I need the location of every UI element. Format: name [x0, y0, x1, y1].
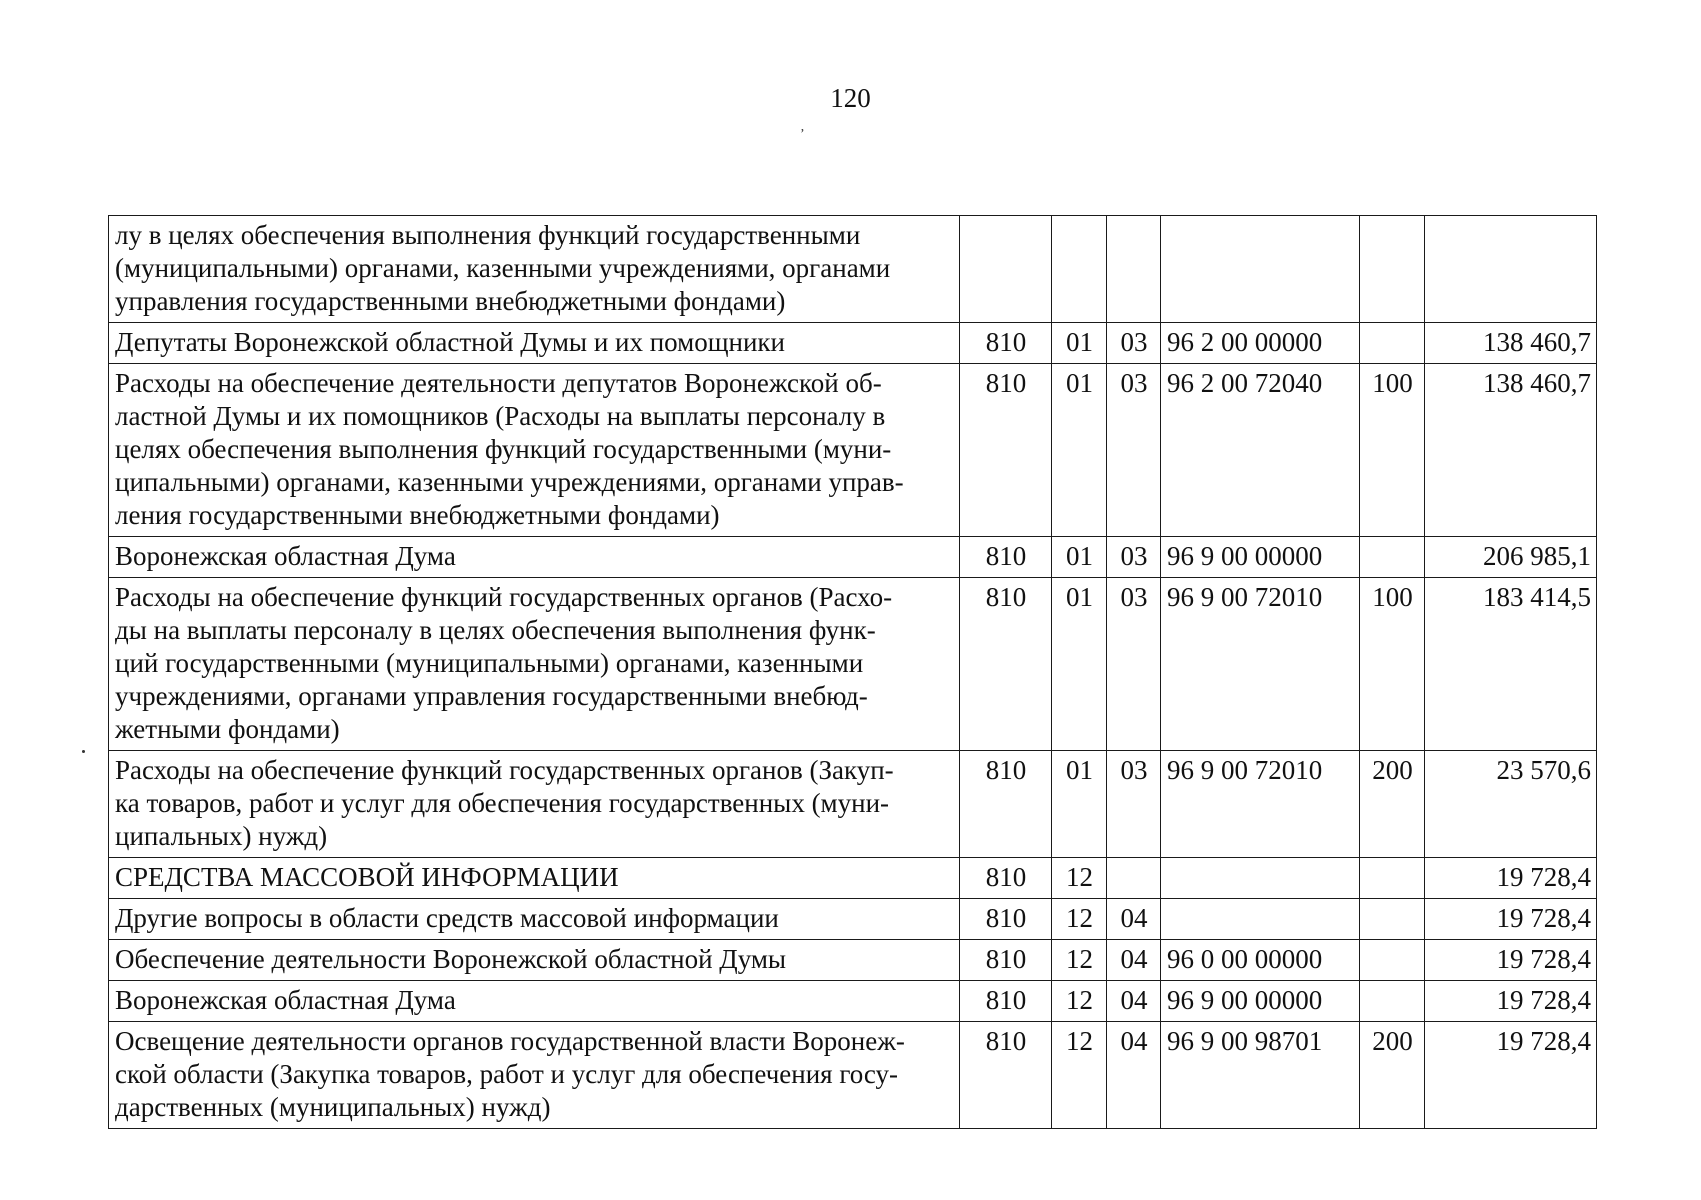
- cell-amount: 23 570,6: [1425, 751, 1597, 858]
- expense-name-line: ка товаров, работ и услуг для обеспечения государственных (муни-: [115, 788, 890, 818]
- cell-rz: 12: [1052, 981, 1107, 1022]
- cell-csr: 96 9 00 98701: [1161, 1022, 1360, 1129]
- cell-csr: [1161, 858, 1360, 899]
- page-number: 120: [830, 83, 871, 113]
- cell-csr: [1161, 216, 1360, 323]
- expense-name-line: учреждениями, органами управления государственными внебюд-: [115, 681, 868, 711]
- cell-csr: 96 9 00 00000: [1161, 981, 1360, 1022]
- expense-name-line: жетными фондами): [115, 714, 340, 744]
- cell-vr: 100: [1360, 578, 1425, 751]
- expense-name-line: ципальных) нужд): [115, 821, 328, 851]
- cell-amount: [1425, 216, 1597, 323]
- cell-pr: 03: [1107, 578, 1161, 751]
- cell-pr: 03: [1107, 364, 1161, 537]
- table-row: [109, 940, 1597, 981]
- cell-csr: 96 2 00 72040: [1161, 364, 1360, 537]
- cell-rz: 12: [1052, 899, 1107, 940]
- expense-name-line: (муниципальными) органами, казенными учреждениями, органами: [115, 253, 891, 283]
- cell-ved: 810: [960, 981, 1052, 1022]
- cell-amount: 19 728,4: [1425, 858, 1597, 899]
- cell-vr: 100: [1360, 364, 1425, 537]
- cell-rz: 01: [1052, 364, 1107, 537]
- cell-vr: [1360, 899, 1425, 940]
- cell-amount: 19 728,4: [1425, 940, 1597, 981]
- cell-rz: 01: [1052, 751, 1107, 858]
- table-row: [109, 1022, 1597, 1129]
- cell-pr: 03: [1107, 323, 1161, 364]
- cell-csr: [1161, 899, 1360, 940]
- cell-pr: 04: [1107, 940, 1161, 981]
- expense-name-line: дарственных (муниципальных) нужд): [115, 1092, 551, 1122]
- cell-amount: 138 460,7: [1425, 364, 1597, 537]
- table-row: [109, 751, 1597, 858]
- cell-pr: 04: [1107, 981, 1161, 1022]
- cell-rz: [1052, 216, 1107, 323]
- cell-expense-name: [109, 578, 960, 751]
- cell-pr: 03: [1107, 537, 1161, 578]
- table-row: [109, 858, 1597, 899]
- expense-name-line: Освещение деятельности органов государственной власти Воронеж-: [115, 1026, 905, 1056]
- cell-expense-name: [109, 751, 960, 858]
- cell-ved: 810: [960, 858, 1052, 899]
- cell-rz: 12: [1052, 940, 1107, 981]
- cell-vr: 200: [1360, 1022, 1425, 1129]
- cell-pr: 04: [1107, 1022, 1161, 1129]
- table-row: [109, 364, 1597, 537]
- table-row: [109, 981, 1597, 1022]
- table-row: [109, 216, 1597, 323]
- cell-rz: 01: [1052, 537, 1107, 578]
- cell-vr: 200: [1360, 751, 1425, 858]
- expense-name-line: Обеспечение деятельности Воронежской областной Думы: [115, 944, 787, 974]
- cell-rz: 01: [1052, 323, 1107, 364]
- cell-vr: [1360, 537, 1425, 578]
- cell-vr: [1360, 323, 1425, 364]
- cell-ved: 810: [960, 940, 1052, 981]
- cell-expense-name: [109, 940, 960, 981]
- cell-rz: 01: [1052, 578, 1107, 751]
- expense-name-line: Воронежская областная Дума: [115, 985, 456, 1015]
- cell-expense-name: [109, 981, 960, 1022]
- cell-csr: 96 9 00 72010: [1161, 578, 1360, 751]
- cell-ved: 810: [960, 537, 1052, 578]
- expense-name-line: лу в целях обеспечения выполнения функций государственными: [115, 220, 861, 250]
- expense-name-line: ды на выплаты персоналу в целях обеспечения выполнения функ-: [115, 615, 876, 645]
- table-row: [109, 899, 1597, 940]
- expense-name-line: ластной Думы и их помощников (Расходы на выплаты персоналу в: [115, 401, 886, 431]
- budget-table: [108, 215, 1597, 1129]
- cell-expense-name: [109, 899, 960, 940]
- table-row: [109, 323, 1597, 364]
- cell-ved: [960, 216, 1052, 323]
- cell-ved: 810: [960, 899, 1052, 940]
- expense-name-line: ления государственными внебюджетными фондами): [115, 500, 720, 530]
- expense-name-line: Другие вопросы в области средств массовой информации: [115, 903, 779, 933]
- expense-name-line: СРЕДСТВА МАССОВОЙ ИНФОРМАЦИИ: [115, 862, 619, 892]
- table-row: [109, 537, 1597, 578]
- expense-name-line: целях обеспечения выполнения функций государственными (муни-: [115, 434, 892, 464]
- cell-ved: 810: [960, 578, 1052, 751]
- scan-artifact-dot: [82, 750, 85, 753]
- cell-amount: 19 728,4: [1425, 1022, 1597, 1129]
- cell-expense-name: [109, 537, 960, 578]
- expense-name-line: Расходы на обеспечение функций государственных органов (Расхо-: [115, 582, 893, 612]
- expense-name-line: Воронежская областная Дума: [115, 541, 456, 571]
- cell-amount: 206 985,1: [1425, 537, 1597, 578]
- cell-amount: 138 460,7: [1425, 323, 1597, 364]
- cell-csr: 96 9 00 00000: [1161, 537, 1360, 578]
- cell-amount: 183 414,5: [1425, 578, 1597, 751]
- cell-vr: [1360, 940, 1425, 981]
- cell-rz: 12: [1052, 1022, 1107, 1129]
- cell-amount: 19 728,4: [1425, 899, 1597, 940]
- cell-ved: 810: [960, 1022, 1052, 1129]
- cell-expense-name: [109, 858, 960, 899]
- cell-expense-name: [109, 216, 960, 323]
- cell-vr: [1360, 858, 1425, 899]
- cell-pr: 03: [1107, 751, 1161, 858]
- expense-name-line: ципальными) органами, казенными учреждениями, органами управ-: [115, 467, 904, 497]
- cell-pr: 04: [1107, 899, 1161, 940]
- cell-amount: 19 728,4: [1425, 981, 1597, 1022]
- cell-vr: [1360, 216, 1425, 323]
- expense-name-line: ций государственными (муниципальными) органами, казенными: [115, 648, 864, 678]
- cell-expense-name: [109, 364, 960, 537]
- cell-pr: [1107, 858, 1161, 899]
- cell-rz: 12: [1052, 858, 1107, 899]
- cell-ved: 810: [960, 751, 1052, 858]
- table-row: [109, 578, 1597, 751]
- expense-name-line: Расходы на обеспечение деятельности депутатов Воронежской об-: [115, 368, 882, 398]
- cell-csr: 96 0 00 00000: [1161, 940, 1360, 981]
- expense-name-line: Расходы на обеспечение функций государственных органов (Закуп-: [115, 755, 894, 785]
- scan-artifact-mark: ’: [800, 127, 805, 142]
- cell-ved: 810: [960, 364, 1052, 537]
- cell-pr: [1107, 216, 1161, 323]
- cell-vr: [1360, 981, 1425, 1022]
- cell-csr: 96 2 00 00000: [1161, 323, 1360, 364]
- expense-name-line: ской области (Закупка товаров, работ и услуг для обеспечения госу-: [115, 1059, 899, 1089]
- expense-name-line: управления государственными внебюджетными фондами): [115, 286, 786, 316]
- cell-expense-name: [109, 323, 960, 364]
- cell-ved: 810: [960, 323, 1052, 364]
- cell-expense-name: [109, 1022, 960, 1129]
- budget-table-body: [109, 216, 1597, 1129]
- cell-csr: 96 9 00 72010: [1161, 751, 1360, 858]
- expense-name-line: Депутаты Воронежской областной Думы и их помощники: [115, 327, 785, 357]
